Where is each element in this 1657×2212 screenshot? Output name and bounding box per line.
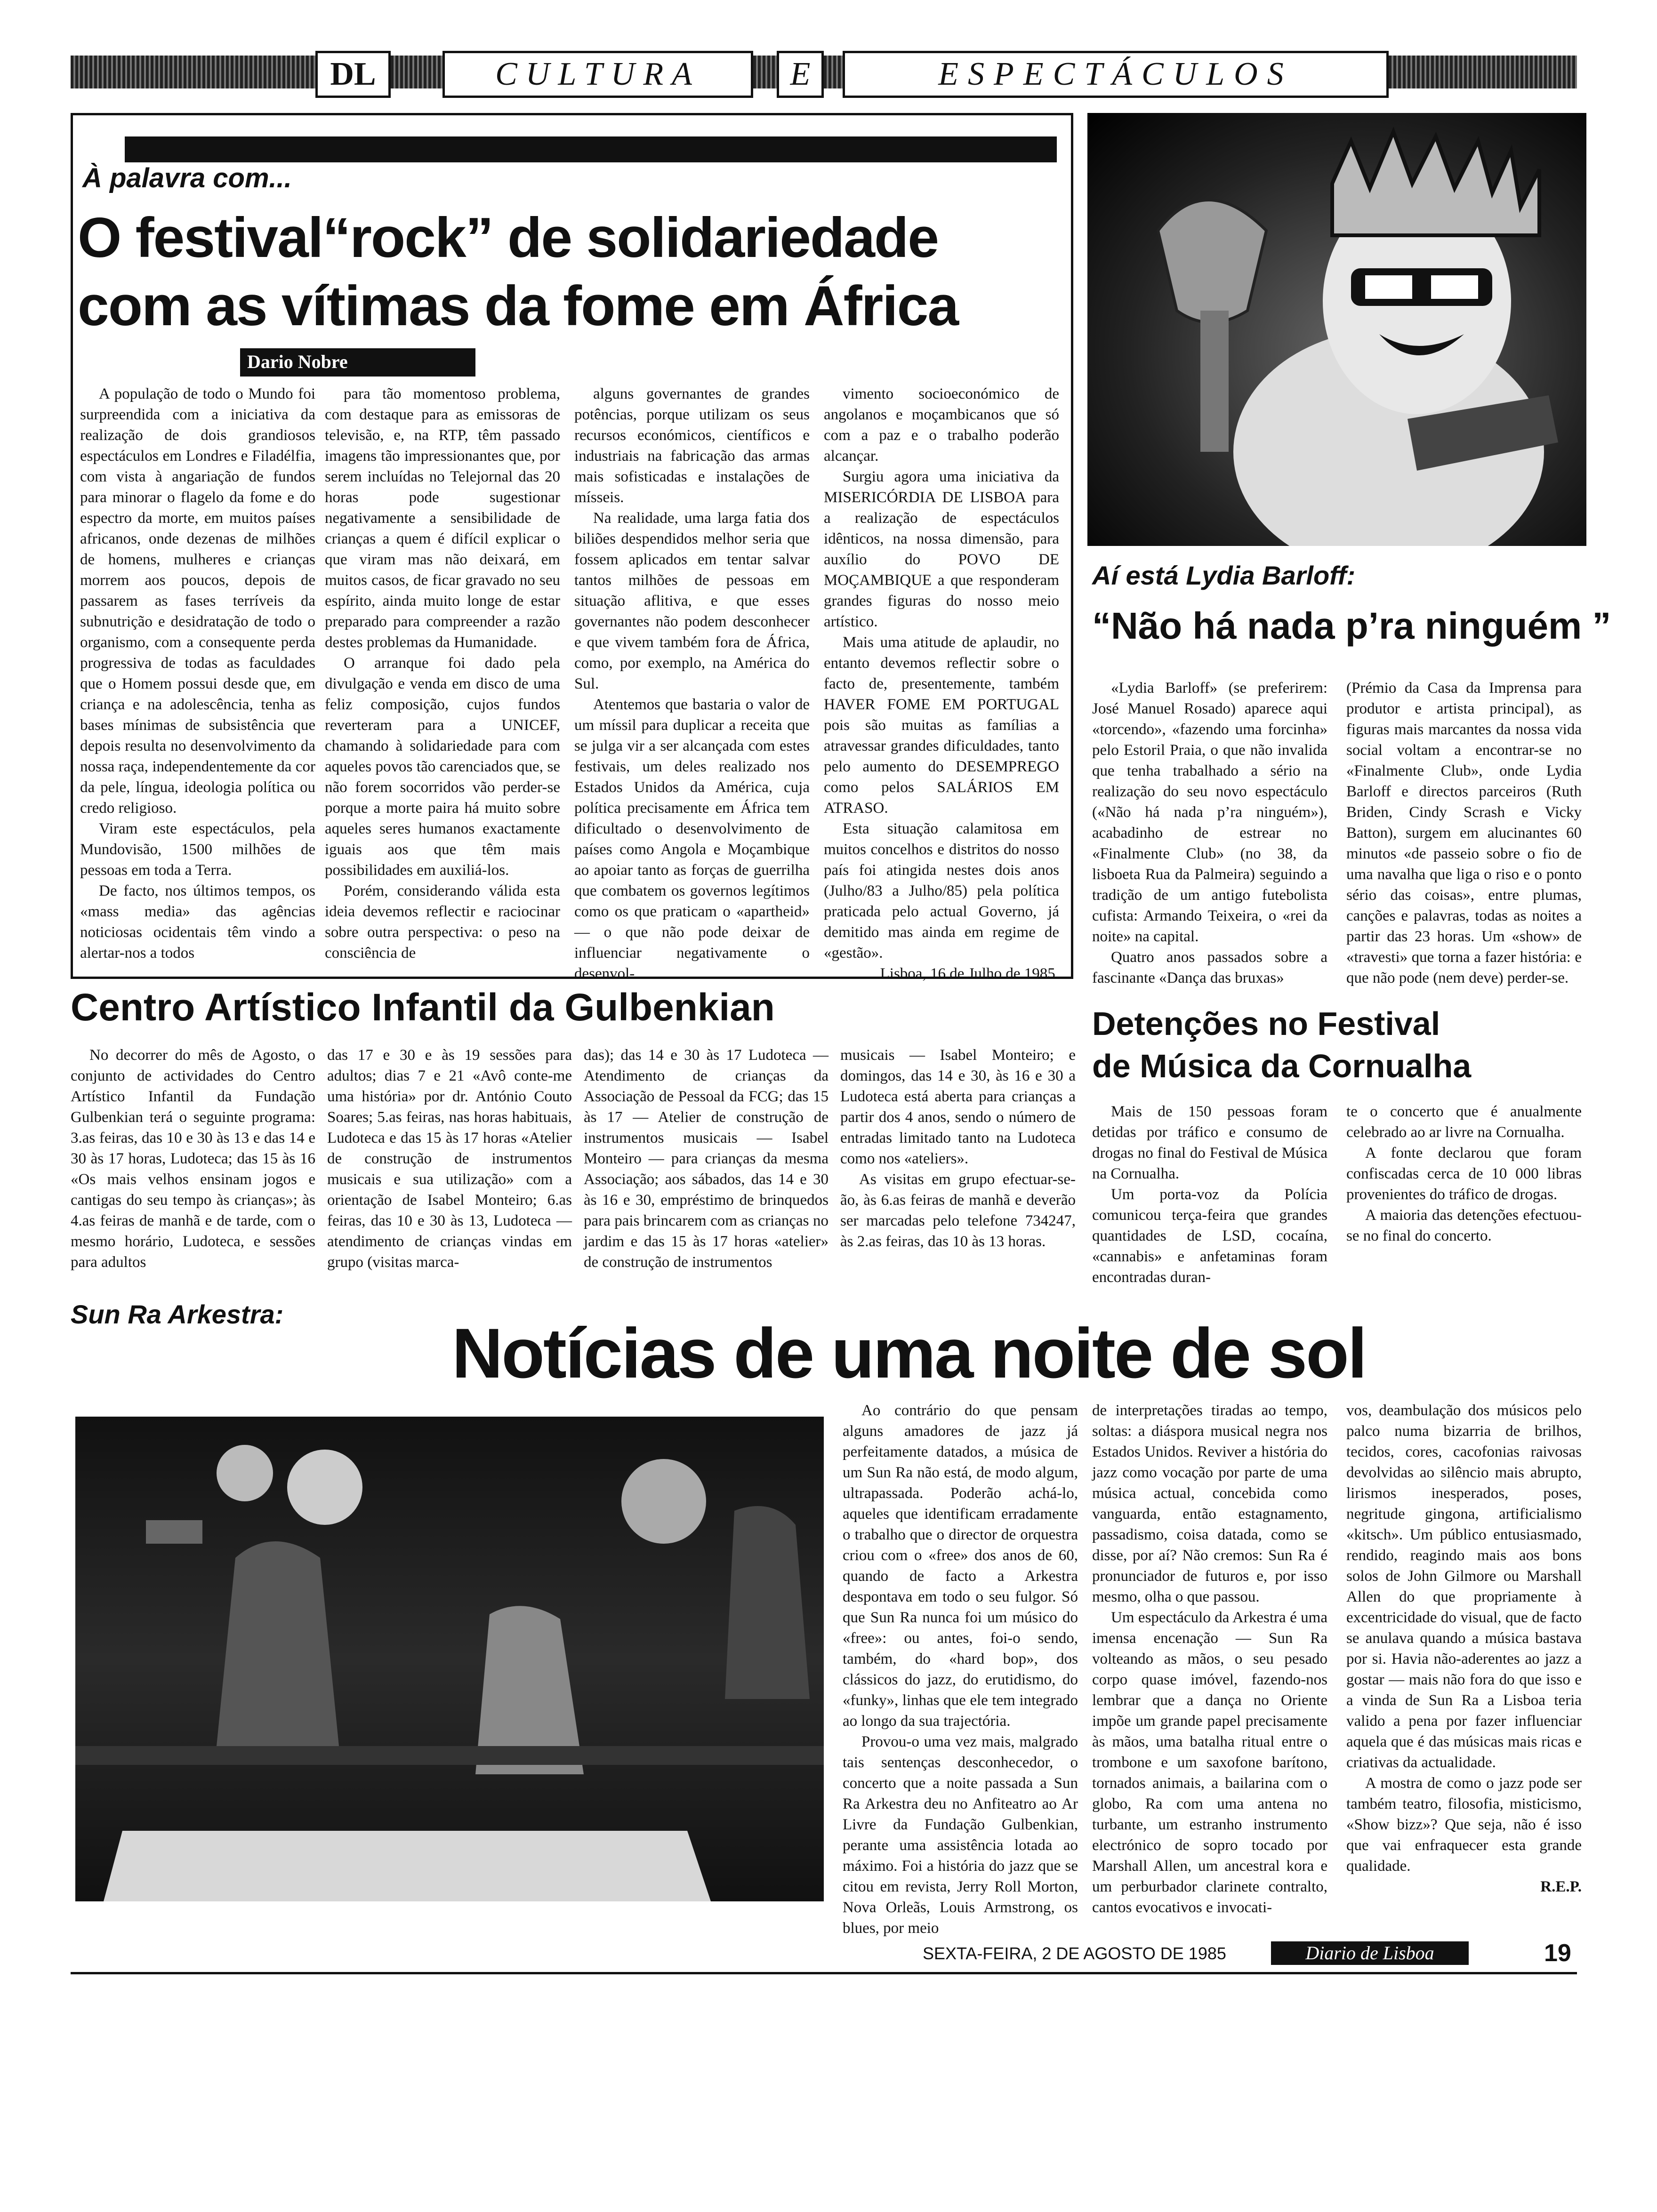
sunra-concert-photo bbox=[75, 1417, 824, 1901]
festival-col-2-p3: Porém, considerando válida esta ideia devemos reflectir e raciocinar sobre outra perspectiva: o peso na consciência de bbox=[325, 882, 560, 962]
lydia-col-1-p2: Quatro anos passados sobre a fascinante «Dança das bruxas» bbox=[1092, 949, 1327, 986]
cornualha-col-2-p1: te o concerto que é anualmente celebrado ao ar livre na Cornualha. bbox=[1346, 1103, 1582, 1141]
sunra-col-3-p1: vos, deambulação dos músicos pelo palco numa bizarria de brilhos, tecidos, cores, cacofonias raivosas devolvidas ao silêncio mais abrupto, lirismos inesperados, poses, negritude gingona, artificialismo «kitsch». Um público entusiasmado, rendido, reagindo mais aos bons solos de John Gilmore ou Marshall Allen do que propriamente à excentricidade do visual, que de facto se anulava quando a música bastava por si. Havia não-aderentes ao jazz a gostar — mais não fora do que isso e a vinda de Sun Ra a Lisboa teria valido a pena por fazer influenciar aquela que é das músicas mais ricas e criativas da actualidade. bbox=[1346, 1402, 1582, 1771]
festival-col-1 bbox=[80, 384, 315, 963]
sunra-col-1-p2: Provou-o uma vez mais, malgrado tais sentenças desconhecedor, o concerto que a noite passada a Sun Ra Arkestra deu no Anfiteatro ao Ar Livre da Fundação Gulbenkian, perante uma assistência lotada ao máximo. Foi a história do jazz que se citou em revista, Jerry Roll Morton, Nova Orleãs, Louis Armstrong, os blues, por meio bbox=[843, 1733, 1078, 1937]
lydia-col-2-p1: (Prémio da Casa da Imprensa para produtor e artista principal), as figuras mais marcantes da nossa vida social voltam a encontrar-se no «Finalmente Club», onde Lydia Barloff e directos parceiros (Ruth Briden, Cindy Scrash e Vicky Batton), surgem em alucinantes 60 minutos «de passeio sobre o fio de uma navalha que liga o riso e o ponto sério das coisas», entre plumas, canções e palavras, todas as noites a partir das 23 horas. Um «show» de «travesti» que torna a fazer história: e que não pode (nem deve) perder-se. bbox=[1346, 680, 1582, 986]
festival-col-4-p2: Surgiu agora uma iniciativa da MISERICÓRDIA DE LISBOA para a realização de espectáculos idênticos, na nossa dimensão, para auxílio do POVO DE MOÇAMBIQUE a que responderam grandes figuras do nosso meio artístico. bbox=[824, 468, 1059, 630]
footer-paper-name: Diario de Lisboa bbox=[1271, 1941, 1469, 1965]
festival-col-3-p1: alguns governantes de grandes potências, porque utilizam os seus recursos económicos, científicos e industriais na fabricação das armas mais sofisticadas e instalações de mísseis. bbox=[574, 385, 810, 506]
festival-byline: Dario Nobre bbox=[247, 351, 348, 372]
gulbenkian-col-4 bbox=[840, 1045, 1076, 1252]
gulbenkian-col-3-p1: das); das 14 e 30 às 17 Ludoteca — Atendimento de crianças da Associação de Pessoal da FCG; das 15 às 17 — Atelier de construção de instrumentos musicais — Isabel Monteiro — para crianças da mesma Associação; aos sábados, das 14 e 30 às 16 e 30, empréstimo de brinquedos para pais brincarem com as crianças no jardim e das 15 às 17 horas «atelier» de construção de instrumentos bbox=[584, 1047, 828, 1271]
festival-headline-2: com as vítimas da fome em África bbox=[78, 274, 958, 337]
festival-sign: Lisboa, 16 de Julho de 1985. bbox=[880, 965, 1059, 982]
festival-col-3 bbox=[574, 384, 810, 984]
footer-date: SEXTA-FEIRA, 2 DE AGOSTO DE 1985 bbox=[923, 1944, 1226, 1963]
festival-headline-1: O festival“rock” de solidariedade bbox=[78, 206, 939, 269]
festival-col-3-p3: Atentemos que bastaria o valor de um míssil para duplicar a receita que se julga vir a ser alcançada com estes festivais, um deles realizado nos Estados Unidos da América, cuja política precisamente em África tem dificultado o desenvolvimento de países como Angola e Moçambique ao apoiar tanto as forças de guerrilha que combatem os governos legítimos como os que praticam o «apartheid» — o que não pode deixar de influenciar negativamente o desenvol- bbox=[574, 696, 810, 982]
sunra-col-2-p2: Um espectáculo da Arkestra é uma imensa encenação — Sun Ra volteando as mãos, o seu pesado corpo quase imóvel, fazendo-nos lembrar que a dança no Oriente impõe um grande papel precisamente às mãos, uma batalha ritual entre o trombone e um saxofone barítono, tornados animais, a bailarina com o globo, Ra com uma antena no turbante, um estranho instrumento electrónico de sopro tocado por Marshall Allen, um ancestral kora e um perburbador clarinete contralto, cantos evocativos e invocati- bbox=[1092, 1609, 1327, 1916]
sunra-col-3-p2: A mostra de como o jazz pode ser também teatro, filosofia, misticismo, «Show bizz»? Que seja, não é isso que vai enfraquecer esta grande qualidade. bbox=[1346, 1775, 1582, 1875]
festival-kicker: À palavra com... bbox=[82, 163, 292, 193]
cornualha-col-2-p2: A fonte declarou que foram confiscadas cerca de 10 000 libras provenientes do tráfico de drogas. bbox=[1346, 1145, 1582, 1203]
cornualha-headline-1: Detenções no Festival bbox=[1092, 1005, 1440, 1042]
cornualha-col-2-p3: A maioria das detenções efectuou-se no final do concerto. bbox=[1346, 1207, 1582, 1244]
footer-rule bbox=[71, 1972, 1577, 1974]
gulbenkian-col-3 bbox=[584, 1045, 828, 1273]
cornualha-col-1-p1: Mais de 150 pessoas foram detidas por tráfico e consumo de drogas no final do Festival de Música na Cornualha. bbox=[1092, 1103, 1327, 1182]
festival-col-2 bbox=[325, 384, 560, 963]
festival-col-1-p2: Viram este espectáculos, pela Mundovisão, 1500 milhões de pessoas em toda a Terra. bbox=[80, 820, 315, 879]
section-word-3: ESPECTÁCULOS bbox=[843, 51, 1389, 98]
lydia-kicker: Aí está Lydia Barloff: bbox=[1092, 561, 1356, 590]
cornualha-headline-2: de Música da Cornualha bbox=[1092, 1048, 1472, 1084]
festival-col-4 bbox=[824, 384, 1059, 984]
sunra-col-1-p1: Ao contrário do que pensam alguns amadores de jazz já perfeitamente datados, a música de um Sun Ra não está, de modo algum, ultrapassada. Poderão achá-lo, aqueles que identificam erradamente o trabalho que o director de orquestra criou com o «free» dos anos de 60, quando de facto a Arkestra despontava em todo o seu fulgor. Só que Sun Ra nunca foi um músico do «free»: ou antes, foi-o sendo, também, do «hard bop», dos clássicos do jazz, do erutidismo, do «funky», linhas que ele tem integrado ao longo da sua trajectória. bbox=[843, 1402, 1078, 1730]
festival-col-4-p3: Mais uma atitude de aplaudir, no entanto devemos reflectir sobre o facto de, presentemente, também HAVER FOME EM PORTUGAL pois são muitas as famílias a atravessar grandes dificuldades, tanto pelo aumento do DESEMPREGO como pelos SALÁRIOS EM ATRASO. bbox=[824, 634, 1059, 817]
cornualha-col-2 bbox=[1346, 1101, 1582, 1246]
gulbenkian-headline: Centro Artístico Infantil da Gulbenkian bbox=[71, 986, 775, 1029]
festival-col-4-p1: vimento socioeconómico de angolanos e moçambicanos que só com a paz e o trabalho poderão alcançar. bbox=[824, 385, 1059, 465]
lydia-photo-illustration bbox=[1087, 113, 1586, 546]
gulbenkian-col-4-p1: musicais — Isabel Monteiro; e domingos, das 14 e 30, às 16 e 30 a Ludoteca está aberta para crianças a partir dos 4 anos, sendo o número de entradas limitado tanto na Ludoteca como nos «ateliers». bbox=[840, 1047, 1076, 1167]
festival-col-4-p4: Esta situação calamitosa em muitos concelhos e distritos do nosso país foi atingida nestes dois anos (Julho/83 a Julho/85) pela política praticada pelo actual Governo, já demitido mas ainda em regime de «gestão». bbox=[824, 820, 1059, 962]
festival-col-2-p2: O arranque foi dado pela divulgação e venda em disco de uma feliz composição, cujos fundos reverteram para a UNICEF, chamando à solidariedade para com aqueles povos tão carenciados que, se não forem socorridos vão perder-se porque a morte paira há muito sobre aqueles seres humanos exactamente iguais aos que têm mais possibilidades em auxiliá-los. bbox=[325, 655, 560, 879]
sunra-col-2 bbox=[1092, 1400, 1327, 1918]
gulbenkian-col-2 bbox=[327, 1045, 572, 1273]
lydia-col-1 bbox=[1092, 678, 1327, 988]
gulbenkian-col-1 bbox=[71, 1045, 315, 1273]
cornualha-col-1 bbox=[1092, 1101, 1327, 1288]
festival-col-3-p2: Na realidade, uma larga fatia dos biliões despendidos melhor seria que fossem aplicados em tentar salvar tantos milhões de pessoas em situação aflitiva, e que esses governantes não podem desconhecer e que vivem também fora de África, como, por exemplo, na América do Sul. bbox=[574, 510, 810, 692]
lydia-barloff-photo bbox=[1087, 113, 1586, 546]
lydia-col-2 bbox=[1346, 678, 1582, 988]
gulbenkian-col-2-p1: das 17 e 30 e às 19 sessões para adultos; dias 7 e 21 «Avô conte-me uma história» por dr. António Couto Soares; 5.as feiras, nas horas habituais, Ludoteca e das 15 às 17 horas «Atelier de construção de instrumentos musicais e sua utilização» com a orientação de Isabel Monteiro; 6.as feiras, das 10 e 30 às 13, Ludoteca — atendimento de crianças vindas em grupo (visitas marca- bbox=[327, 1047, 572, 1271]
lydia-col-1-p1: «Lydia Barloff» (se preferirem: José Manuel Rosado) aparece aqui «torcendo», «fazendo uma forcinha» pelo Estoril Praia, o que não invalida que tenha trabalhado a sério na realização do seu novo espectáculo («Não há nada p’ra ninguém»), acabadinho de estrear no «Finalmente Club» (no 38, da lisboeta Rua da Palmeira) seguindo a tradição de um antigo futebolista cufista: Armando Teixeira, o «rei da noite» na capital. bbox=[1092, 680, 1327, 945]
sunra-headline: Notícias de uma noite de sol bbox=[452, 1314, 1366, 1393]
festival-col-2-p1: para tão momentoso problema, com destaque para as emissoras de televisão, e, na RTP, têm passado imagens tão impressionantes que, por serem incluídas no Telejornal das 20 horas pode sugestionar negativamente a sensibilidade de crianças a quem é difícil explicar o que viram mas não deixará, em muitos casos, de ficar gravado no seu espírito, ainda muito longe de estar preparado para compreender a razão destes problemas da Humanidade. bbox=[325, 385, 560, 651]
festival-top-bar bbox=[125, 136, 1057, 162]
section-word-1: CULTURA bbox=[442, 51, 753, 98]
sunra-sign: R.E.P. bbox=[1540, 1878, 1582, 1895]
section-word-2: E bbox=[777, 51, 824, 98]
footer-page-number: 19 bbox=[1544, 1940, 1571, 1967]
sunra-col-1 bbox=[843, 1400, 1078, 1939]
cornualha-col-1-p2: Um porta-voz da Polícia comunicou terça-feira que grandes quantidades de LSD, cocaína, «cannabis» e anfetaminas foram encontradas duran- bbox=[1092, 1186, 1327, 1286]
sunra-kicker: Sun Ra Arkestra: bbox=[71, 1299, 284, 1329]
sunra-col-2-p1: de interpretações tiradas ao tempo, soltas: a diáspora musical negra nos Estados Unidos. Reviver a história do jazz como vocação por parte de uma música actual, concebida como vanguarda, então estagnamento, passadismo, coisa datada, como se disse, por aí? Não cremos: Sun Ra é pronunciador de futuros e, por isso mesmo, olha o que passou. bbox=[1092, 1402, 1327, 1605]
gulbenkian-col-4-p2: As visitas em grupo efectuar-se-ão, às 6.as feiras de manhã e deverão ser marcadas pelo telefone 734247, às 2.as feiras, das 10 às 13 horas. bbox=[840, 1171, 1076, 1250]
festival-col-1-p1: A população de todo o Mundo foi surpreendida com a iniciativa da realização de dois grandiosos espectáculos em Londres e Filadélfia, com vista à angariação de fundos para minorar o flagelo da fome e do espectro da morte, em muitos países africanos, onde dezenas de milhões de homens, mulheres e crianças morrem aos poucos, depois de passarem as fases terríveis da subnutrição e desidratação de todo o organismo, com a consequente perda progressiva de todas as faculdades que o Homem possui desde que, em criança e na adolescência, tenha as bases mínimas de subsistência que depois resulta no desenvolvimento da nossa raça, independentemente da cor da pele, língua, ideologia política ou credo religioso. bbox=[80, 385, 315, 817]
gulbenkian-col-1-p1: No decorrer do mês de Agosto, o conjunto de actividades do Centro Artístico Infantil da Fundação Gulbenkian terá o seguinte programa: 3.as feiras, das 10 e 30 às 13 e das 14 e 30 às 17 horas, Ludoteca; das 15 às 16 «Os mais velhos ensinam jogos e cantigas do seu tempo às crianças»; às 4.as feiras de manhã e de tarde, com o mesmo horário, Ludoteca, e sessões para adultos bbox=[71, 1047, 315, 1271]
section-masthead bbox=[71, 47, 1577, 96]
masthead-logo: DL bbox=[315, 51, 391, 98]
sunra-photo-illustration bbox=[75, 1417, 824, 1901]
sunra-col-3 bbox=[1346, 1400, 1582, 1897]
festival-col-1-p3: De facto, nos últimos tempos, os «mass media» das agências noticiosas ocidentais têm vindo a alertar-nos a todos bbox=[80, 882, 315, 962]
lydia-headline: “Não há nada p’ra ninguém ” bbox=[1092, 605, 1611, 647]
